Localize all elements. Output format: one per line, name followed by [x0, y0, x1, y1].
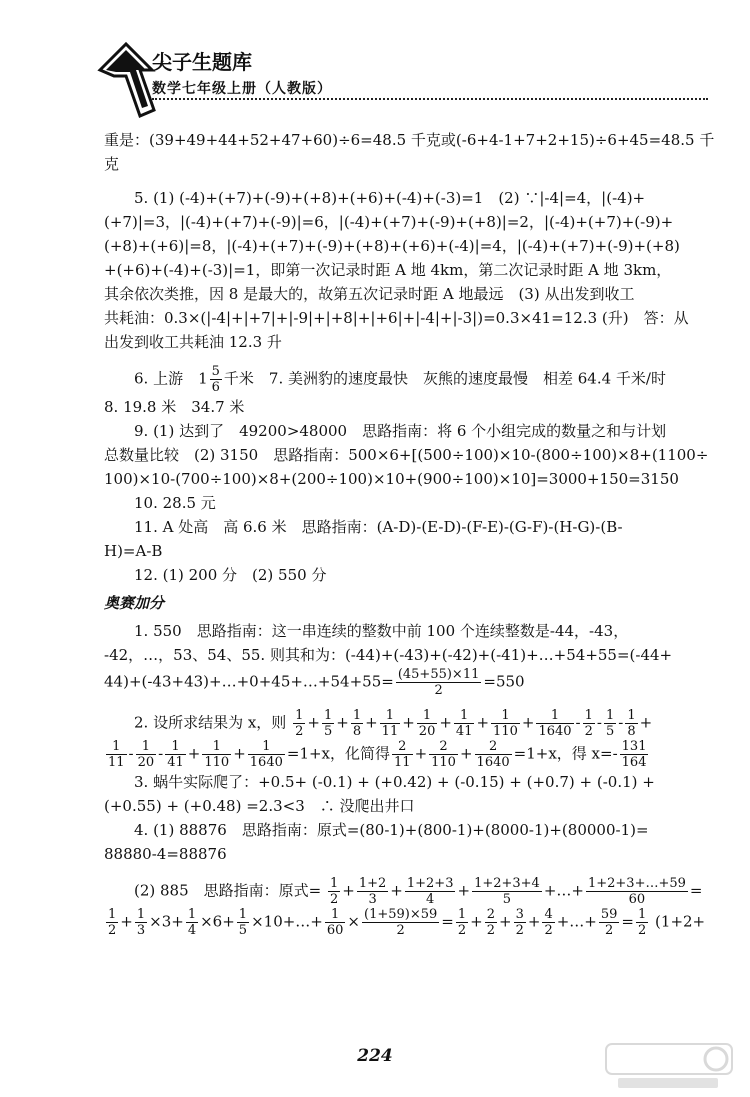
fraction: $\frac{2}{11}$ — [394, 739, 411, 770]
fraction: $\frac{1}{4}$ — [187, 907, 197, 938]
fraction: $\frac{1}{5}$ — [323, 708, 333, 739]
fraction: $\frac{1}{60}$ — [326, 907, 344, 938]
fraction: $\frac{1}{2}$ — [330, 876, 339, 907]
fraction: $\frac{2}{1640}$ — [476, 739, 510, 770]
fraction: $\frac{1}{2}$ — [584, 708, 593, 739]
fraction: $\frac{5}{6}$ — [211, 364, 220, 395]
text-line: 1. 550 思路指南：这一串连续的整数中前 100 个连续整数是-44，-43， — [134, 622, 629, 640]
text-line: (+8)+(+6)|=8，|(-4)+(+7)+(-9)+(+8)+(+6)+(-4)|=4，|(-4)+(+7)+(-9)+(+8) — [104, 237, 680, 255]
text-line: 出发到收工共耗油 12.3 升 — [104, 333, 282, 351]
fraction: $\frac{1}{2}$ — [295, 708, 304, 739]
fraction: $\frac{1}{20}$ — [137, 739, 155, 770]
fraction: $\frac{1+2+3+4}{5}$ — [474, 876, 540, 907]
fraction: $\frac{131}{164}$ — [621, 739, 647, 770]
fraction: $\frac{1}{8}$ — [627, 708, 636, 739]
fraction: $\frac{1}{1640}$ — [249, 739, 283, 770]
fraction: $\frac{1}{3}$ — [136, 907, 146, 938]
text-line: +(+6)+(-4)+(-3)|=1，即第一次记录时距 A 地 4km，第二次记录时距 A 地 3km， — [104, 261, 672, 279]
fraction: $\frac{2}{110}$ — [431, 739, 456, 770]
text-line-sum: 44)+(-43+43)+…+0+45+…+54+55= $\frac{(45+55)\times 11}{2}$ =550 — [104, 667, 525, 698]
watermark-logo-icon — [604, 1042, 734, 1092]
page-number: 224 — [357, 1046, 393, 1066]
brand-title: 尖子生题库 — [152, 50, 252, 74]
fraction: $\frac{1+2+3+\dots+59}{60}$ — [587, 876, 686, 907]
q6-rest: 千米 7. 美洲豹的速度最快 灰熊的速度最慢 相差 64.4 千米/时 — [223, 369, 666, 388]
text-line-q2: 2. 设所求结果为 x，则 $\frac{1}{2}$ + $\frac{1}{5}$ + $\frac{1}{8}$ + $\frac{1}{11}$ + $\frac{1}{20}$ + $\frac{1}{41}$ + $\frac{1}{110}$ + $\frac{1}{1640}$ - $\frac{1}{2}$ - $\frac{1}{5}$ - $\frac{1}{8}$ + — [134, 708, 653, 739]
fraction: $\frac{1}{5}$ — [605, 708, 615, 739]
text-line: 4. (1) 88876 思路指南：原式=(80-1)+(800-1)+(8000-1)+(80000-1)= — [134, 821, 649, 839]
text-line: (+0.55) + (+0.48) =2.3<3 ∴ 没爬出井口 — [104, 797, 415, 815]
fraction: $\frac{1}{2}$ — [108, 907, 117, 938]
fraction: $\frac{1}{2}$ — [457, 907, 467, 938]
text-line: 5. (1) (-4)+(+7)+(-9)+(+8)+(+6)+(-4)+(-3)=1 (2) ∵|-4|=4，|(-4)+ — [134, 189, 646, 207]
fraction: $\frac{1}{8}$ — [352, 708, 362, 739]
text-line-q2b: $\frac{1}{11}$ - $\frac{1}{20}$ - $\frac{1}{41}$ + $\frac{1}{110}$ + $\frac{1}{1640}$ =1+x，化简得 $\frac{2}{11}$ + $\frac{2}{110}$ + $\frac{2}{1640}$ =1+x，得 x=- $\frac{131}{164}$ — [108, 739, 647, 770]
text-line: 总数量比较 (2) 3150 思路指南：500×6+[(500÷100)×10-(800÷100)×8+(1100÷ — [104, 446, 709, 464]
fraction: $\frac{1}{1640}$ — [538, 708, 572, 739]
fraction: $\frac{3}{2}$ — [515, 907, 524, 938]
book-subtitle: 数学七年级上册（人教版） — [152, 81, 332, 97]
header-dotted-rule — [152, 98, 708, 100]
answer-content — [104, 128, 716, 938]
fraction: $\frac{1}{11}$ — [381, 708, 399, 739]
page-header — [96, 40, 716, 120]
fraction: $\frac{1}{5}$ — [238, 907, 248, 938]
text-line-q6 — [104, 364, 716, 395]
text-line-q4: (2) 885 思路指南：原式= $\frac{1}{2}$ + $\frac{1+2}{3}$ + $\frac{1+2+3}{4}$ + $\frac{1+2+3+4}{5}$ +…+ $\frac{1+2+3+\dots+59}{60}$ = — [134, 876, 703, 907]
text-line: -42，…，53、54、55. 则其和为：(-44)+(-43)+(-42)+(-41)+…+54+55=(-44+ — [104, 646, 673, 664]
text-line: 3. 蜗牛实际爬了：+0.5+ (-0.1) + (+0.42) + (-0.15) + (+0.7) + (-0.1) + — [134, 773, 655, 791]
text-line: 100)×10-(700÷100)×8+(200÷100)×10+(900÷100)×10]=3000+150=3150 — [104, 470, 679, 488]
fraction: $\frac{(45+55)\times 11}{2}$ — [397, 667, 480, 698]
fraction: $\frac{1}{20}$ — [418, 708, 436, 739]
fraction: $\frac{59}{2}$ — [600, 907, 618, 938]
fraction: $\frac{2}{2}$ — [486, 907, 496, 938]
text-line-q4b: $\frac{1}{2}$ + $\frac{1}{3}$ ×3+ $\frac{1}{4}$ ×6+ $\frac{1}{5}$ ×10+…+ $\frac{1}{60}$ × $\frac{(1+59)\times 59}{2}$ = $\frac{1}{2}$ + $\frac{2}{2}$ + $\frac{3}{2}$ + $\frac{4}{2}$ +…+ $\frac{59}{2}$ = $\frac{1}{2}$ (1+2+ — [108, 907, 706, 938]
fraction: $\frac{1}{41}$ — [167, 739, 184, 770]
fraction: $\frac{1+2}{3}$ — [358, 876, 387, 907]
text-line: 8. 19.8 米 34.7 米 — [104, 398, 245, 416]
fraction: $\frac{1}{2}$ — [638, 907, 647, 938]
fraction: $\frac{1}{11}$ — [108, 739, 125, 770]
text-line: 其余依次类推，因 8 是最大的，故第五次记录时距 A 地最远 (3) 从出发到收工 — [104, 285, 635, 303]
text-line: H)=A-B — [104, 542, 163, 560]
text-line: 11. A 处高 高 6.6 米 思路指南：(A-D)-(E-D)-(F-E)-(G-F)-(H-G)-(B- — [134, 518, 623, 536]
text-line: (+7)|=3，|(-4)+(+7)+(-9)|=6，|(-4)+(+7)+(-9)+(+8)|=2，|(-4)+(+7)+(-9)+ — [104, 213, 674, 231]
text-line: 共耗油：0.3×(|-4|+|+7|+|-9|+|+8|+|+6|+|-4|+|-3|)=0.3×41=12.3 (升) 答：从 — [104, 309, 689, 327]
text-line: 9. (1) 达到了 49200>48000 思路指南：将 6 个小组完成的数量之和与计划 — [134, 422, 667, 440]
arrow-logo-icon — [96, 40, 156, 120]
q6-label: 6. 上游 1 — [134, 369, 208, 388]
fraction: $\frac{1}{110}$ — [493, 708, 518, 739]
fraction: $\frac{(1+59)\times 59}{2}$ — [364, 907, 438, 938]
text-line: 12. (1) 200 分 (2) 550 分 — [134, 566, 327, 584]
fraction: $\frac{1}{41}$ — [455, 708, 473, 739]
fraction: $\frac{4}{2}$ — [544, 907, 553, 938]
text-line: 重是：(39+49+44+52+47+60)÷6=48.5 千克或(-6+4-1+7+2+15)÷6+45=48.5 千克 — [104, 131, 715, 173]
text-line: 10. 28.5 元 — [134, 494, 216, 512]
fraction: $\frac{1}{110}$ — [204, 739, 230, 770]
text-line: 88880-4=88876 — [104, 845, 227, 863]
section-heading: 奥赛加分 — [104, 594, 165, 612]
fraction: $\frac{1+2+3}{4}$ — [406, 876, 454, 907]
